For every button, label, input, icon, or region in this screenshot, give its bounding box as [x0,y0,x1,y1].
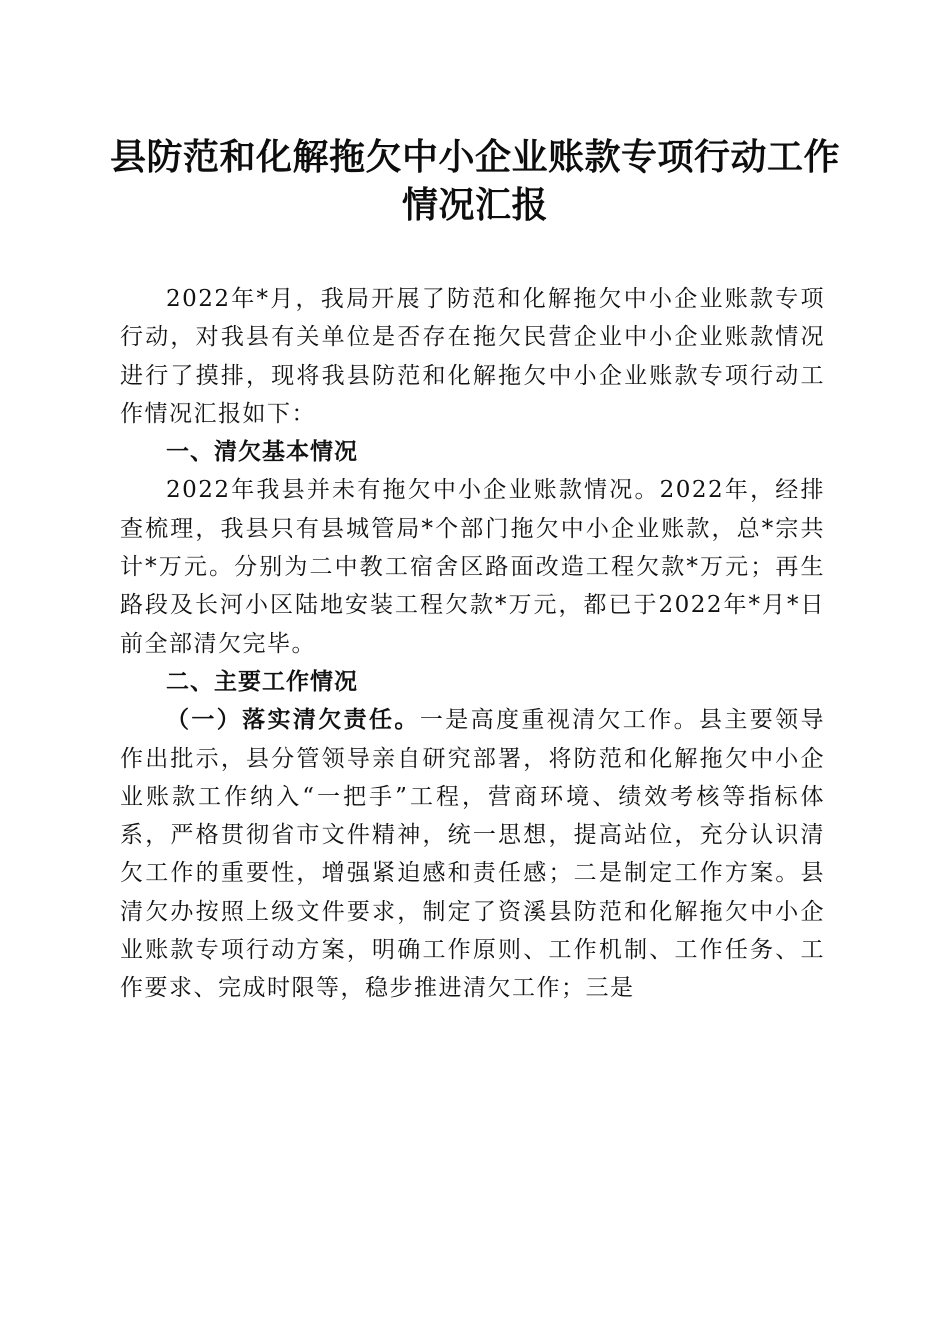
section2-sub1-body: 一是高度重视清欠工作。县主要领导作出批示，县分管领导亲自研究部署，将防范和化解拖欠中小企业账款工作纳入“一把手”工程，营商环境、绩效考核等指标体系，严格贯彻省市文件精神，统一思想，提高站位，充分认识清欠工作的重要性，增强紧迫感和责任感；二是制定工作方案。县清欠办按照上级文件要求，制定了资溪县防范和化解拖欠中小企业账款专项行动方案，明确工作原则、工作机制、工作任务、工作要求、完成时限等，稳步推进清欠工作；三是 [120,707,826,1002]
section1-paragraph: 2022年我县并未有拖欠中小企业账款情况。2022年，经排查梳理，我县只有县城管局*个部门拖欠中小企业账款，总*宗共计*万元。分别为二中教工宿舍区路面改造工程欠款*万元；再生路段及长河小区陆地安装工程欠款*万元，都已于2022年*月*日前全部清欠完毕。 [120,477,825,657]
section2-sub1-label: （一）落实清欠责任。 [166,706,420,734]
section2-heading: 二、主要工作情况 [166,668,358,695]
section2-sub1-paragraph [120,701,825,1007]
document-title: 县防范和化解拖欠中小企业账款专项行动工作情况汇报 [109,136,840,226]
document-body [120,280,825,1008]
intro-paragraph: 2022年*月，我局开展了防范和化解拖欠中小企业账款专项行动，对我县有关单位是否存在拖欠民营企业中小企业账款情况进行了摸排，现将我县防范和化解拖欠中小企业账款专项行动工作情况汇报如下： [120,286,825,427]
section1-heading: 一、清欠基本情况 [166,439,358,466]
